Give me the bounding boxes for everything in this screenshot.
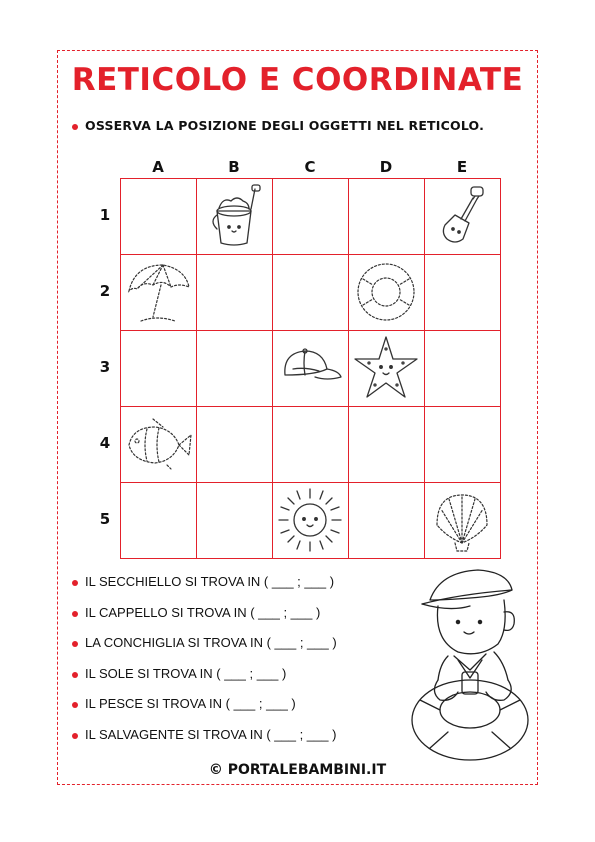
grid-cell-A3: [120, 330, 197, 407]
starfish-icon: [351, 333, 421, 403]
row-label-1: 1: [99, 206, 111, 224]
row-label-5: 5: [99, 510, 111, 528]
question-item: IL SECCHIELLO SI TROVA IN ( ___ ; ___ ): [85, 574, 335, 589]
column-label-B: B: [228, 158, 240, 176]
question-item: IL PESCE SI TROVA IN ( ___ ; ___ ): [85, 696, 296, 711]
instruction-text: OSSERVA LA POSIZIONE DEGLI OGGETTI NEL RETICOLO.: [85, 118, 485, 133]
cap-icon: [275, 333, 345, 403]
question-bullet: [72, 611, 78, 617]
row-label-4: 4: [99, 434, 111, 452]
column-label-C: C: [304, 158, 316, 176]
beach-umbrella-icon: [123, 257, 193, 327]
grid-cell-D5: [348, 482, 425, 559]
grid-cell-E1: [424, 178, 501, 255]
question-bullet: [72, 672, 78, 678]
sun-icon: [275, 485, 345, 555]
grid-cell-B4: [196, 406, 273, 483]
question-bullet: [72, 702, 78, 708]
instruction-bullet: [72, 124, 78, 130]
fish-icon: [123, 409, 193, 479]
column-label-D: D: [379, 158, 393, 176]
column-label-A: A: [152, 158, 164, 176]
question-bullet: [72, 580, 78, 586]
grid-cell-D4: [348, 406, 425, 483]
grid-cell-E5: [424, 482, 501, 559]
grid-cell-A4: [120, 406, 197, 483]
grid-cell-C2: [272, 254, 349, 331]
question-bullet: [72, 641, 78, 647]
grid-cell-C1: [272, 178, 349, 255]
coordinate-grid: [120, 178, 500, 558]
question-item: IL CAPPELLO SI TROVA IN ( ___ ; ___ ): [85, 604, 321, 620]
grid-cell-E4: [424, 406, 501, 483]
grid-cell-A2: [120, 254, 197, 331]
grid-cell-C5: [272, 482, 349, 559]
copyright-footer: © PORTALEBAMBINI.IT: [208, 762, 387, 778]
grid-cell-B1: [196, 178, 273, 255]
seashell-icon: [427, 485, 497, 555]
row-label-3: 3: [99, 358, 111, 376]
shovel-icon: [427, 181, 497, 251]
grid-cell-A5: [120, 482, 197, 559]
grid-cell-C3: [272, 330, 349, 407]
question-bullet: [72, 733, 78, 739]
grid-cell-E3: [424, 330, 501, 407]
row-label-2: 2: [99, 282, 111, 300]
grid-cell-C4: [272, 406, 349, 483]
grid-cell-B3: [196, 330, 273, 407]
question-item: LA CONCHIGLIA SI TROVA IN ( ___ ; ___ ): [85, 635, 337, 650]
grid-cell-A1: [120, 178, 197, 255]
question-item: IL SOLE SI TROVA IN ( ___ ; ___ ): [85, 665, 287, 681]
column-label-E: E: [456, 158, 468, 176]
grid-cell-D3: [348, 330, 425, 407]
grid-cell-B5: [196, 482, 273, 559]
bucket-icon: [199, 181, 269, 251]
sailor-boy-illustration: [400, 560, 535, 770]
lifebuoy-icon: [351, 257, 421, 327]
grid-cell-B2: [196, 254, 273, 331]
grid-cell-E2: [424, 254, 501, 331]
grid-cell-D2: [348, 254, 425, 331]
question-item: IL SALVAGENTE SI TROVA IN ( ___ ; ___ ): [85, 726, 337, 742]
grid-cell-D1: [348, 178, 425, 255]
page-title: RETICOLO E COORDINATE: [71, 62, 524, 98]
